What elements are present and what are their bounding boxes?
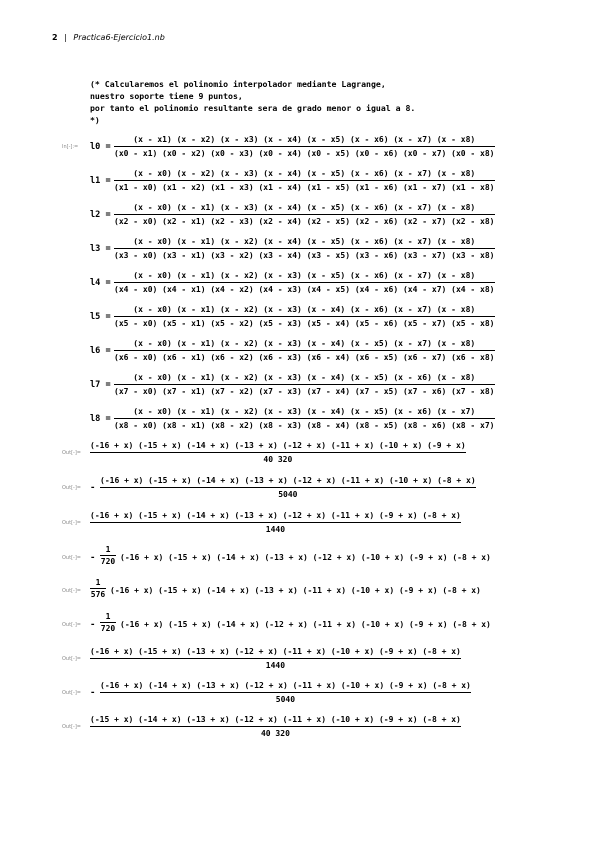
output-cell-label: Out[-]=: [62, 520, 81, 526]
basis-name: l0 =: [90, 142, 111, 152]
fraction-numerator: (x - x0) (x - x1) (x - x2) (x - x3) (x - x4) (x - x6) (x - x7) (x - x8): [133, 305, 476, 314]
fraction-bar: [114, 180, 495, 181]
fraction-denominator: 40 320: [263, 454, 293, 464]
fraction-bar: [114, 146, 495, 147]
coefficient-numerator: 1: [95, 578, 101, 587]
output-fraction: [100, 680, 471, 705]
fraction-bar: [90, 452, 466, 453]
fraction-denominator: (x6 - x0) (x6 - x1) (x6 - x2) (x6 - x3) (x6 - x4) (x6 - x5) (x6 - x7) (x6 - x8): [114, 352, 495, 362]
basis-name: l5 =: [90, 312, 111, 322]
basis-name: l4 =: [90, 278, 111, 288]
output-fraction: [90, 510, 461, 535]
basis-name: l8 =: [90, 414, 111, 424]
basis-name: l2 =: [90, 210, 111, 220]
fraction-numerator: (x - x0) (x - x1) (x - x2) (x - x4) (x - x5) (x - x6) (x - x7) (x - x8): [133, 237, 476, 246]
notebook-file-name: Practica6-Ejercicio1.nb: [73, 33, 165, 42]
page-number: 2: [52, 33, 58, 42]
fraction-numerator: (x - x0) (x - x1) (x - x3) (x - x4) (x - x5) (x - x6) (x - x7) (x - x8): [133, 203, 476, 212]
output-sign: -: [90, 620, 96, 630]
fraction-numerator: (-16 + x) (-15 + x) (-14 + x) (-13 + x) (-12 + x) (-11 + x) (-10 + x) (-9 + x): [90, 441, 466, 450]
fraction-bar: [90, 588, 106, 589]
fraction-numerator: (x - x1) (x - x2) (x - x3) (x - x4) (x - x5) (x - x6) (x - x7) (x - x8): [133, 135, 476, 144]
output-cell-label: Out[-]=: [62, 588, 81, 594]
fraction-denominator: (x1 - x0) (x1 - x2) (x1 - x3) (x1 - x4) (x1 - x5) (x1 - x6) (x1 - x7) (x1 - x8): [114, 182, 495, 192]
output-cell-label: Out[-]=: [62, 485, 81, 491]
fraction-denominator: (x8 - x0) (x8 - x1) (x8 - x2) (x8 - x3) (x8 - x4) (x8 - x5) (x8 - x6) (x8 - x7): [114, 420, 495, 430]
output-cell-label: Out[-]=: [62, 690, 81, 696]
fraction-bar: [114, 214, 495, 215]
fraction-bar: [90, 658, 461, 659]
coefficient-fraction: [90, 578, 106, 599]
factor-product: (-16 + x) (-15 + x) (-14 + x) (-13 + x) (-12 + x) (-10 + x) (-9 + x) (-8 + x): [120, 553, 491, 562]
fraction-numerator: (x - x0) (x - x2) (x - x3) (x - x4) (x - x5) (x - x6) (x - x7) (x - x8): [133, 169, 476, 178]
fraction-denominator: 5040: [275, 694, 296, 704]
fraction-denominator: (x3 - x0) (x3 - x1) (x3 - x2) (x3 - x4) (x3 - x5) (x3 - x6) (x3 - x7) (x3 - x8): [114, 250, 495, 260]
output-fraction: [100, 475, 476, 500]
header-separator: |: [64, 33, 67, 42]
coefficient-denominator: 720: [100, 623, 116, 633]
basis-name: l7 =: [90, 380, 111, 390]
factor-product: (-16 + x) (-15 + x) (-14 + x) (-13 + x) (-11 + x) (-10 + x) (-9 + x) (-8 + x): [110, 586, 481, 595]
fraction-numerator: (-16 + x) (-15 + x) (-13 + x) (-12 + x) (-11 + x) (-10 + x) (-9 + x) (-8 + x): [90, 647, 461, 656]
coefficient-denominator: 720: [100, 556, 116, 566]
fraction-bar: [100, 622, 116, 623]
basis-fraction: [114, 202, 495, 227]
input-cell-label: In[-]:=: [62, 144, 79, 150]
coefficient-denominator: 576: [90, 589, 106, 599]
fraction-bar: [114, 316, 495, 317]
fraction-bar: [100, 555, 116, 556]
fraction-numerator: (x - x0) (x - x1) (x - x2) (x - x3) (x - x4) (x - x5) (x - x6) (x - x8): [133, 373, 476, 382]
output-sign: -: [90, 483, 96, 493]
coefficient-fraction: [100, 612, 116, 633]
basis-fraction: [114, 338, 495, 363]
coefficient-numerator: 1: [105, 545, 111, 554]
basis-fraction: [114, 168, 495, 193]
output-fraction: [90, 714, 461, 739]
fraction-numerator: (-16 + x) (-15 + x) (-14 + x) (-13 + x) (-12 + x) (-11 + x) (-10 + x) (-8 + x): [100, 476, 476, 485]
fraction-denominator: (x0 - x1) (x0 - x2) (x0 - x3) (x0 - x4) (x0 - x5) (x0 - x6) (x0 - x7) (x0 - x8): [114, 148, 495, 158]
basis-name: l3 =: [90, 244, 111, 254]
fraction-numerator: (x - x0) (x - x1) (x - x2) (x - x3) (x - x4) (x - x5) (x - x7) (x - x8): [133, 339, 476, 348]
fraction-numerator: (-16 + x) (-14 + x) (-13 + x) (-12 + x) (-11 + x) (-10 + x) (-9 + x) (-8 + x): [100, 681, 471, 690]
output-cell-label: Out[-]=: [62, 724, 81, 730]
fraction-bar: [114, 248, 495, 249]
output-sign: -: [90, 688, 96, 698]
coefficient-fraction: [100, 545, 116, 566]
basis-fraction: [114, 270, 495, 295]
output-fraction: [90, 646, 461, 671]
fraction-bar: [90, 522, 461, 523]
basis-name: l6 =: [90, 346, 111, 356]
fraction-denominator: (x4 - x0) (x4 - x1) (x4 - x2) (x4 - x3) (x4 - x5) (x4 - x6) (x4 - x7) (x4 - x8): [114, 284, 495, 294]
fraction-numerator: (x - x0) (x - x1) (x - x2) (x - x3) (x - x5) (x - x6) (x - x7) (x - x8): [133, 271, 476, 280]
basis-fraction: [114, 372, 495, 397]
fraction-numerator: (x - x0) (x - x1) (x - x2) (x - x3) (x - x4) (x - x5) (x - x6) (x - x7): [133, 407, 476, 416]
output-cell-label: Out[-]=: [62, 656, 81, 662]
fraction-denominator: 40 320: [260, 728, 290, 738]
fraction-denominator: (x5 - x0) (x5 - x1) (x5 - x2) (x5 - x3) (x5 - x4) (x5 - x6) (x5 - x7) (x5 - x8): [114, 318, 495, 328]
fraction-denominator: (x7 - x0) (x7 - x1) (x7 - x2) (x7 - x3) (x7 - x4) (x7 - x5) (x7 - x6) (x7 - x8): [114, 386, 495, 396]
fraction-denominator: 1440: [265, 524, 286, 534]
factor-product: (-16 + x) (-15 + x) (-14 + x) (-12 + x) (-11 + x) (-10 + x) (-9 + x) (-8 + x): [120, 620, 491, 629]
output-fraction: [90, 440, 466, 465]
basis-fraction: [114, 236, 495, 261]
fraction-denominator: 1440: [265, 660, 286, 670]
fraction-numerator: (-16 + x) (-15 + x) (-14 + x) (-13 + x) (-12 + x) (-11 + x) (-9 + x) (-8 + x): [90, 511, 461, 520]
output-cell-label: Out[-]=: [62, 555, 81, 561]
fraction-bar: [100, 692, 471, 693]
basis-fraction: [114, 304, 495, 329]
coefficient-numerator: 1: [105, 612, 111, 621]
fraction-bar: [114, 282, 495, 283]
fraction-bar: [114, 384, 495, 385]
basis-fraction: [114, 134, 495, 159]
fraction-bar: [90, 726, 461, 727]
output-sign: -: [90, 553, 96, 563]
page-header: [52, 33, 165, 42]
basis-name: l1 =: [90, 176, 111, 186]
fraction-bar: [114, 350, 495, 351]
fraction-denominator: 5040: [278, 489, 298, 499]
fraction-denominator: (x2 - x0) (x2 - x1) (x2 - x3) (x2 - x4) (x2 - x5) (x2 - x6) (x2 - x7) (x2 - x8): [114, 216, 495, 226]
output-cell-label: Out[-]=: [62, 450, 81, 456]
fraction-bar: [100, 487, 476, 488]
output-cell-label: Out[-]=: [62, 622, 81, 628]
fraction-numerator: (-15 + x) (-14 + x) (-13 + x) (-12 + x) (-11 + x) (-10 + x) (-9 + x) (-8 + x): [90, 715, 461, 724]
basis-fraction: [114, 406, 495, 431]
fraction-bar: [114, 418, 495, 419]
code-comment: (* Calcularemos el polinomio interpolador mediante Lagrange, nuestro soporte tiene 9 puntos, por tanto el polinomio resultante sera de grado menor o igual a 8. *): [90, 79, 416, 125]
